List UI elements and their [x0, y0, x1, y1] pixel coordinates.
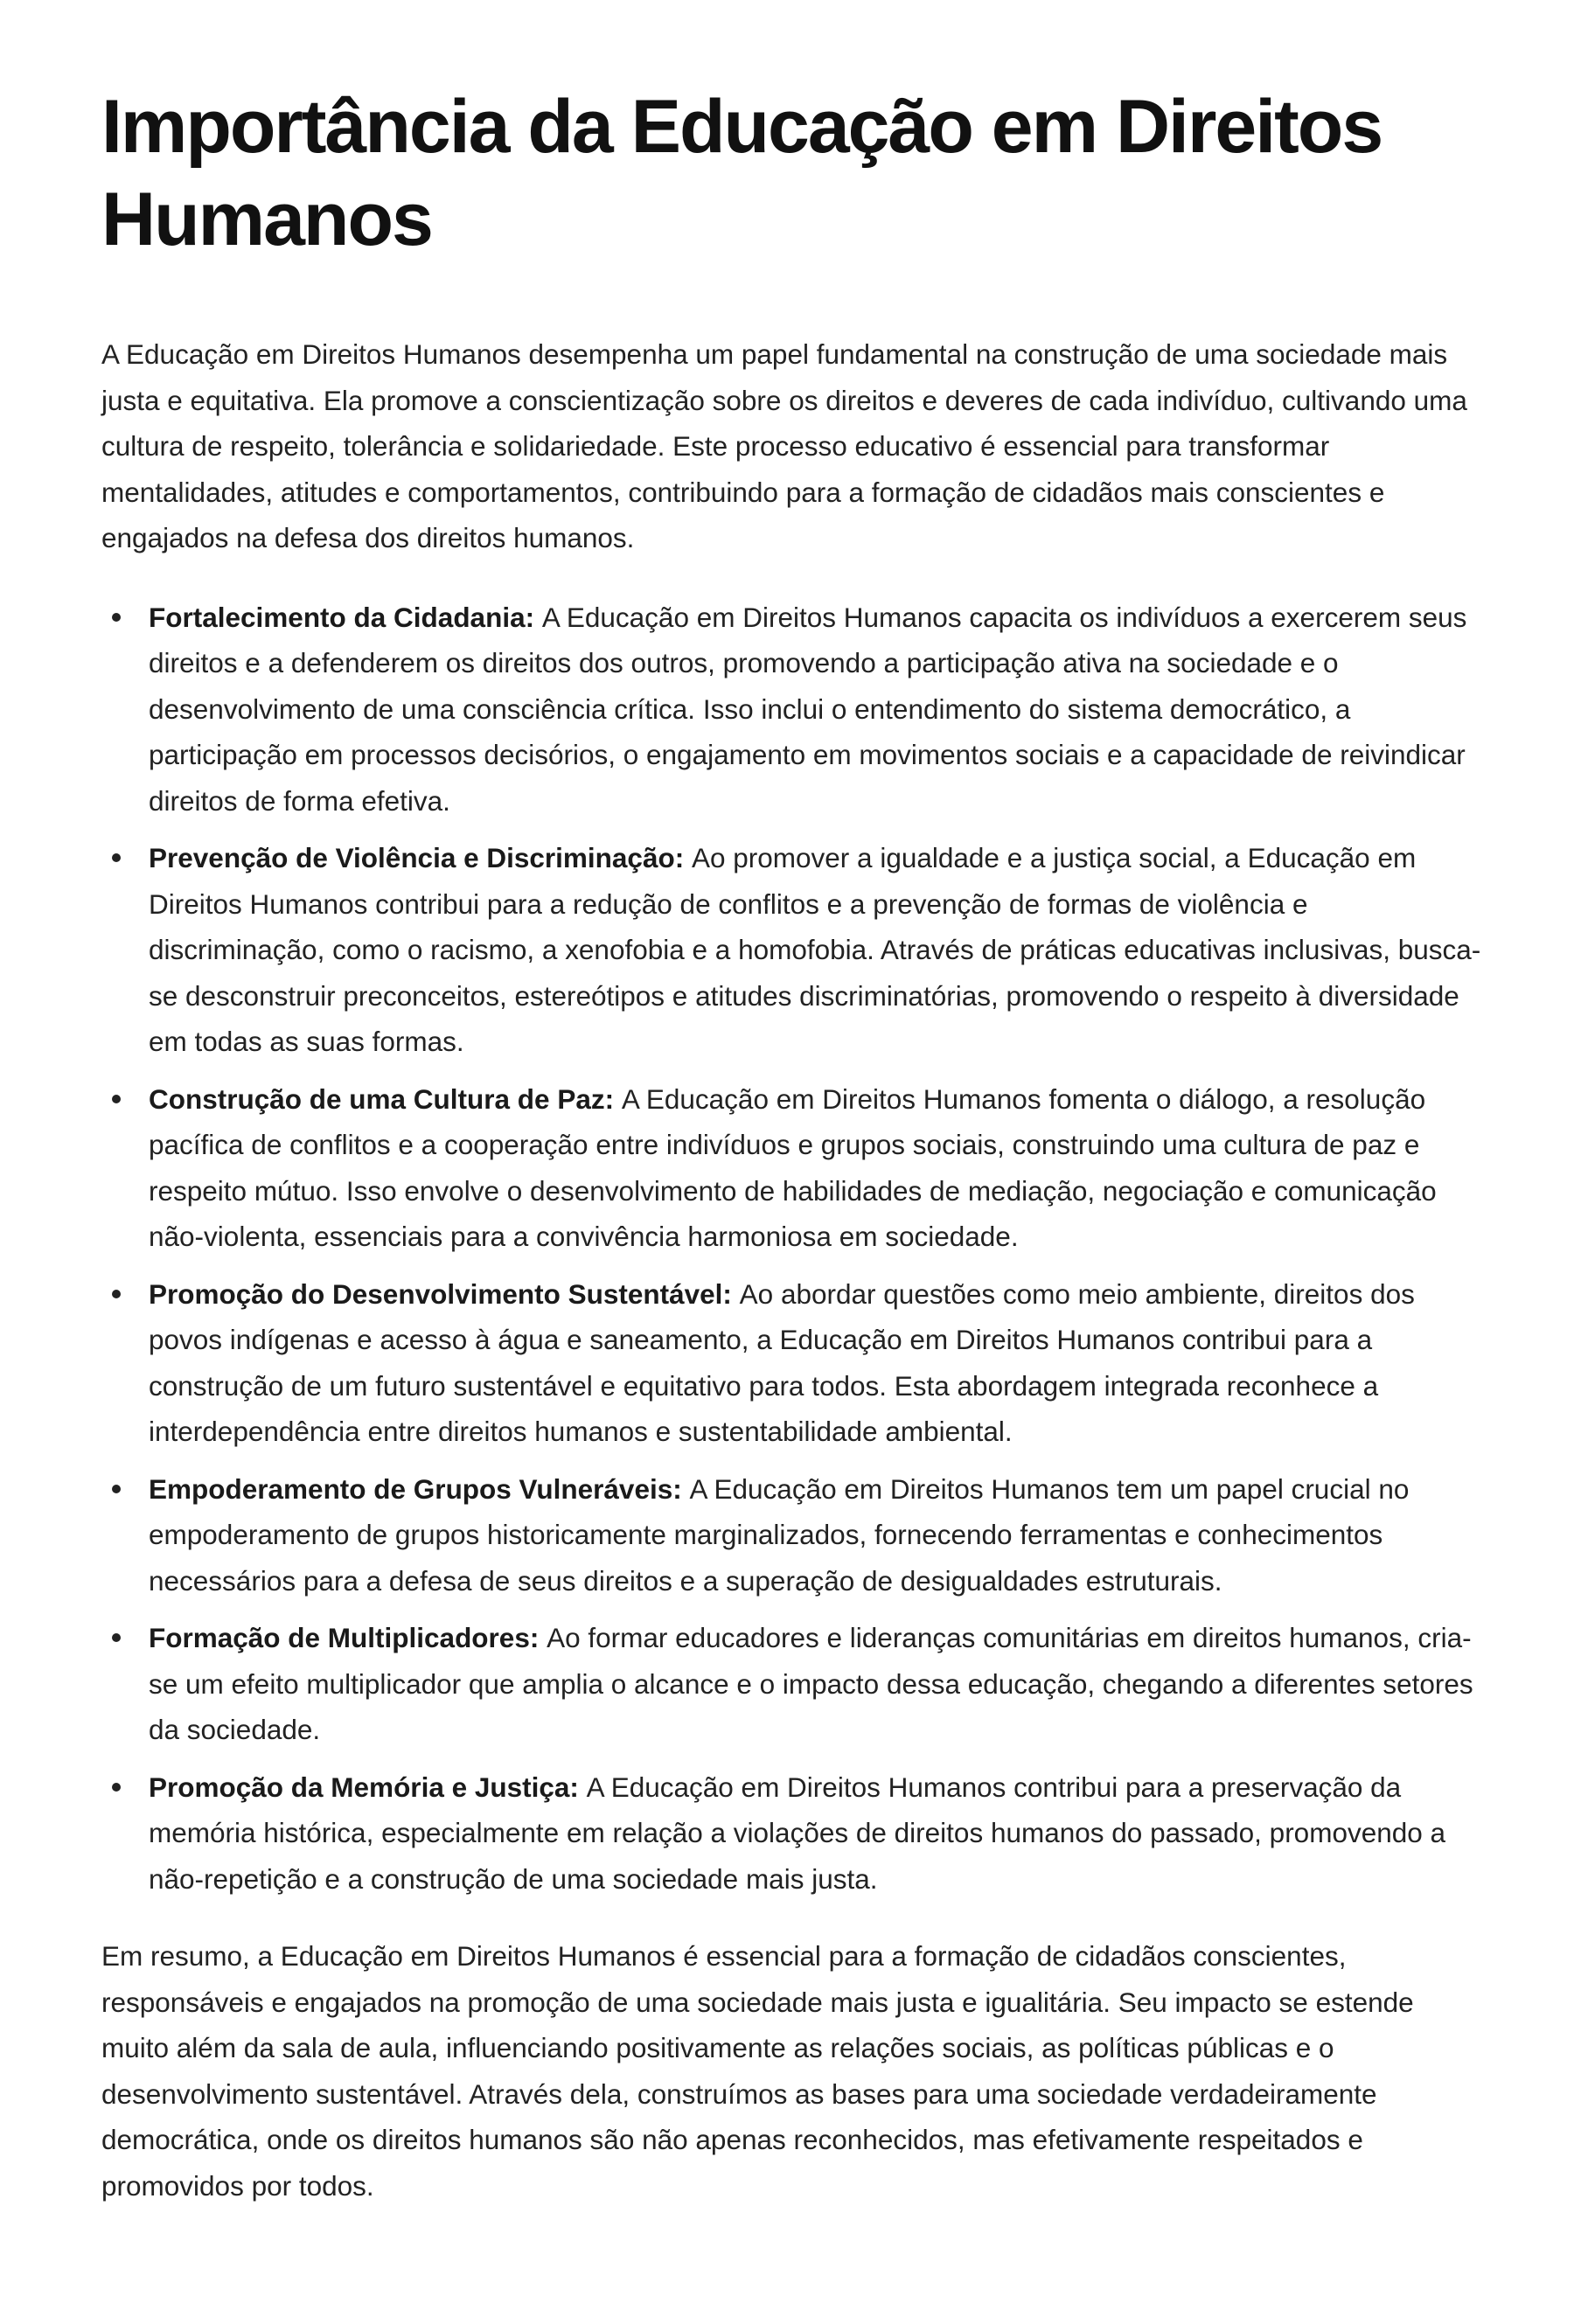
list-item — [101, 1466, 1487, 1604]
list-item-text: Ao abordar questões como meio ambiente, direitos dos povos indígenas e acesso à água e saneamento, a Educação em Direitos Humanos contribui para a construção de um futuro sustentável e equitativo para todos. Esta abordagem integrada reconhece a interdependência entre direitos humanos e sustentabilidade ambiental. — [149, 1277, 1415, 1447]
list-item — [101, 595, 1487, 825]
list-item-text: A Educação em Direitos Humanos capacita os indivíduos a exercerem seus direitos e a defenderem os direitos dos outros, promovendo a participação ativa na sociedade e o desenvolvimento de uma consciência crítica. Isso inclui o entendimento do sistema democrático, a participação em processos decisórios, o engajamento em movimentos sociais e a capacidade de reivindicar direitos de forma efetiva. — [149, 601, 1467, 817]
list-item-text: A Educação em Direitos Humanos contribui para a preservação da memória histórica, especialmente em relação a violações de direitos humanos do passado, promovendo a não-repetição e a construção de uma sociedade mais justa. — [149, 1771, 1446, 1895]
intro-paragraph: A Educação em Direitos Humanos desempenha um papel fundamental na construção de uma sociedade mais justa e equitativa. Ela promove a conscientização sobre os direitos e deveres de cada indivíduo, cultivando uma cultura de respeito, tolerância e solidariedade. Este processo educativo é essencial para transformar mentalidades, atitudes e comportamentos, contribuindo para a formação de cidadãos mais conscientes e engajados na defesa dos direitos humanos. — [101, 338, 1467, 553]
summary-paragraph: Em resumo, a Educação em Direitos Humanos é essencial para a formação de cidadãos conscientes, responsáveis e engajados na promoção de uma sociedade mais justa e igualitária. Seu impacto se estende muito além da sala de aula, influenciando positivamente as relações sociais, as políticas públicas e o desenvolvimento sustentável. Através dela, construímos as bases para uma sociedade verdadeiramente democrática, onde os direitos humanos são não apenas reconhecidos, mas efetivamente respeitados e promovidos por todos. — [101, 1940, 1414, 2202]
list-item — [101, 1271, 1487, 1455]
list-item — [101, 835, 1487, 1065]
list-item — [101, 1615, 1487, 1753]
page-title: Importância da Educação em Direitos Humanos — [101, 85, 1382, 261]
list-item-term: Promoção do Desenvolvimento Sustentável: — [149, 1277, 740, 1310]
list-item — [101, 1764, 1487, 1903]
list-item-text: Ao formar educadores e lideranças comunitárias em direitos humanos, cria-se um efeito multiplicador que amplia o alcance e o impacto dessa educação, chegando a diferentes setores da sociedade. — [149, 1622, 1473, 1745]
list-item-term: Fortalecimento da Cidadania: — [149, 601, 542, 633]
list-item-text: A Educação em Direitos Humanos tem um papel crucial no empoderamento de grupos historicamente marginalizados, fornecendo ferramentas e conhecimentos necessários para a defesa de seus direitos e a superação de desigualdades estruturais. — [149, 1472, 1410, 1597]
list-item-term: Construção de uma Cultura de Paz: — [149, 1082, 622, 1115]
list-item-term: Promoção da Memória e Justiça: — [149, 1771, 587, 1803]
list-item-term: Empoderamento de Grupos Vulneráveis: — [149, 1472, 690, 1505]
list-item-text: A Educação em Direitos Humanos fomenta o diálogo, a resolução pacífica de conflitos e a cooperação entre indivíduos e grupos sociais, construindo uma cultura de paz e respeito mútuo. Isso envolve o desenvolvimento de habilidades de mediação, negociação e comunicação não-violenta, essenciais para a convivência harmoniosa em sociedade. — [149, 1082, 1437, 1252]
list-item — [101, 1076, 1487, 1260]
list-item-term: Formação de Multiplicadores: — [149, 1622, 547, 1653]
key-points-list — [101, 595, 1487, 1903]
list-item-term: Prevenção de Violência e Discriminação: — [149, 842, 692, 873]
list-item-text: Ao promover a igualdade e a justiça social, a Educação em Direitos Humanos contribui para a redução de conflitos e a prevenção de formas de violência e discriminação, como o racismo, a xenofobia e a homofobia. Através de práticas educativas inclusivas, busca-se desconstruir preconceitos, estereótipos e atitudes discriminatórias, promovendo o respeito à diversidade em todas as suas formas. — [149, 842, 1481, 1057]
